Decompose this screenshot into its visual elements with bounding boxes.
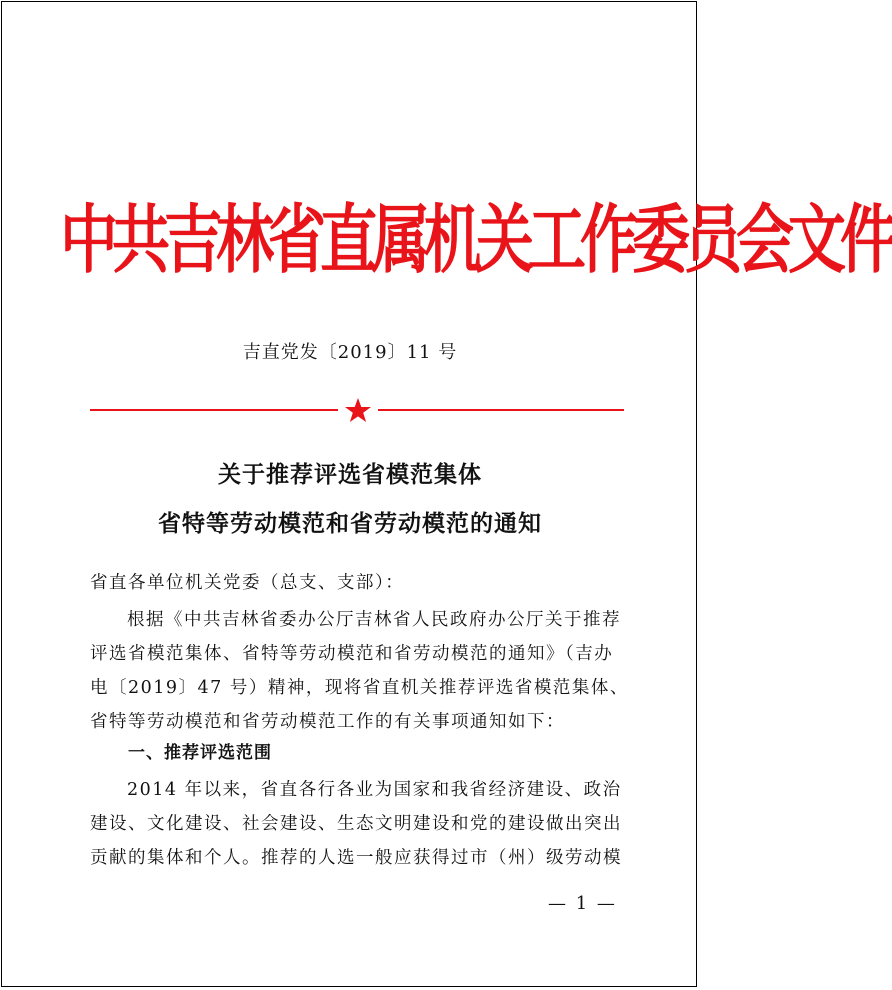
- notice-title-line-2: 省特等劳动模范和省劳动模范的通知: [158, 510, 542, 537]
- body-paragraph-1: 根据《中共吉林省委办公厅吉林省人民政府办公厅关于推荐评选省模范集体、省特等劳动模范和省劳动模范的通知》（吉办电〔2019〕47 号）精神，现将省直机关推荐评选省模范集体、省特等劳动模范和省劳动模范工作的有关事项通知如下：: [90, 610, 629, 732]
- body-paragraph-2: 2014 年以来，省直各行各业为国家和我省经济建设、政治建设、文化建设、社会建设、生态文明建设和党的建设做出突出贡献的集体和个人。推荐的人选一般应获得过市（州）级劳动模: [90, 780, 622, 868]
- red-divider-left: [90, 409, 338, 411]
- page-number: — 1 —: [548, 893, 617, 914]
- section-heading-1: 一、推荐评选范围: [128, 743, 272, 763]
- masthead-title: 中共吉林省直属机关工作委员会文件: [60, 196, 892, 284]
- red-divider-right: [378, 409, 624, 411]
- document-number: 吉直党发〔2019〕11 号: [242, 342, 458, 363]
- notice-title-line-1: 关于推荐评选省模范集体: [218, 461, 482, 488]
- salutation: 省直各单位机关党委（总支、支部）：: [90, 573, 405, 593]
- red-star-icon: [344, 397, 372, 423]
